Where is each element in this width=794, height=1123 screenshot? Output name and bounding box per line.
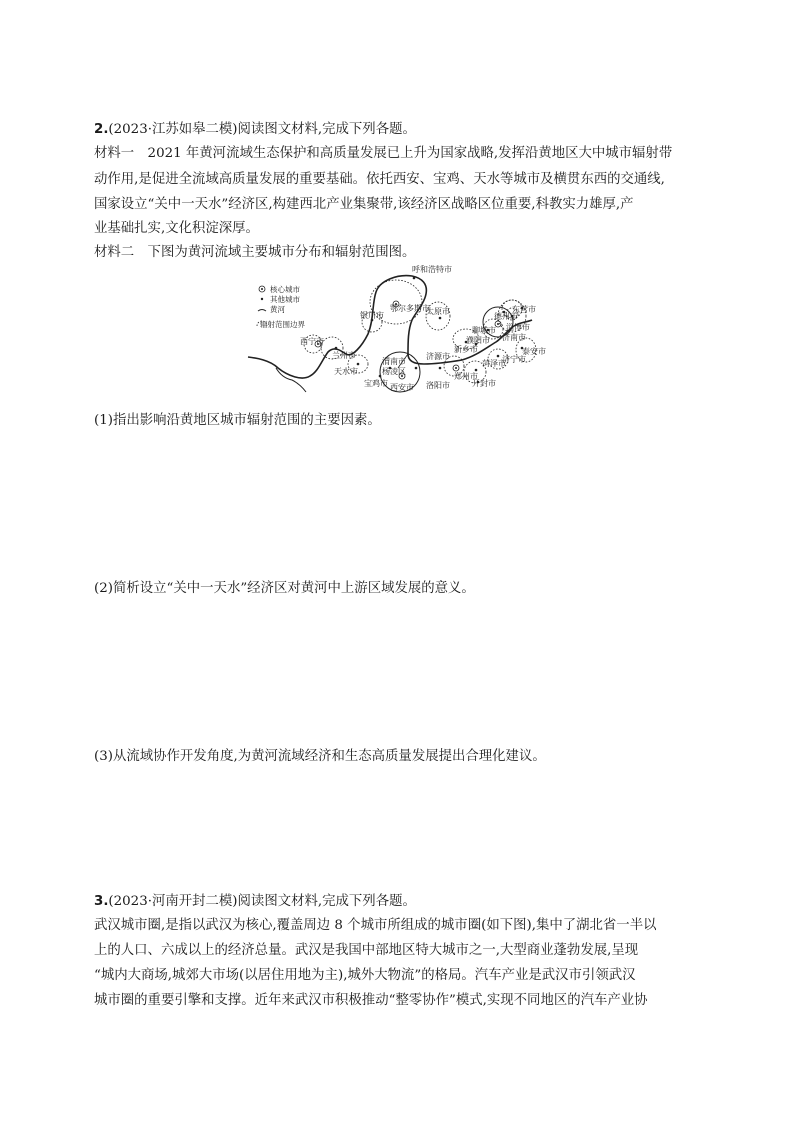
q2-sub1: (1)指出影响沿黄地区城市辐射范围的主要因素。 [94, 413, 381, 428]
city-label: 西安市 [390, 383, 414, 392]
q3-line2: 上的人口、六成以上的经济总量。武汉是我国中部地区特大城市之一,大型商业蓬勃发展,呈现 [94, 943, 639, 958]
city-label: 济南市 [502, 333, 526, 342]
city-label: 泰安市 [522, 347, 546, 356]
legend-core-city: 核心城市 [270, 285, 300, 294]
city-label: 济宁市 [502, 355, 526, 364]
city-label: 兰州市 [332, 351, 356, 360]
city-label: 杨凌区 [382, 367, 406, 376]
city-label: 菏泽市 [482, 359, 506, 368]
q2-material2: 材料二 下图为黄河流域主要城市分布和辐射范围图。 [94, 245, 416, 260]
q3-number: 3. [94, 894, 109, 909]
q2-source: (2023·江苏如皋二模)阅读图文材料,完成下列各题。 [108, 122, 416, 137]
legend-boundary: 辐射范围边界 [260, 320, 305, 329]
legend-other-city-icon [261, 298, 263, 300]
q2-sub2: (2)简析设立“关中一天水”经济区对黄河中上游区域发展的意义。 [94, 581, 475, 596]
q2-number: 2. [94, 122, 109, 137]
city-label: 新乡市 [454, 345, 478, 354]
city-label: 宝鸡市 [364, 379, 388, 388]
q3-source: (2023·河南开封二模)阅读图文材料,完成下列各题。 [108, 894, 416, 909]
city-label: 德州市 [494, 312, 518, 321]
legend-river: 黄河 [270, 305, 285, 314]
legend-river-icon [258, 310, 266, 312]
yellow-river-city-map [240, 264, 555, 409]
q3-header [94, 893, 416, 911]
city-label: 天水市 [334, 367, 358, 376]
core-city-icon [453, 365, 459, 371]
city-label: 开封市 [472, 379, 496, 388]
city-label: 渭南市 [382, 357, 406, 366]
city-label: 西宁市 [300, 337, 324, 346]
q2-material1-line1: 材料一 2021 年黄河流域生态保护和高质量发展已上升为国家战略,发挥沿黄地区大中城市辐射带 [94, 146, 673, 161]
q2-material1-line4: 业基础扎实,文化积淀深厚。 [94, 221, 259, 236]
q2-material1-line2: 动作用,是促进全流域高质量发展的重要基础。依托西安、宝鸡、天水等城市及横贯东西的交通线, [94, 172, 665, 187]
city-label: 淄博市 [506, 323, 530, 332]
q2-material1-line3: 国家设立“关中一天水”经济区,构建西北产业集聚带,该经济区战略区位重要,科教实力雄厚,产 [94, 197, 634, 212]
city-label: 银川市 [360, 311, 384, 320]
city-label: 呼和浩特市 [412, 265, 452, 274]
q3-line1: 武汉城市圈,是指以武汉为核心,覆盖周边 8 个城市所组成的城市圈(如下图),集中了湖北省一半以 [94, 918, 657, 933]
city-label: 济源市 [426, 352, 450, 361]
q2-header [94, 121, 416, 139]
city-label: 太原市 [426, 307, 450, 316]
city-label: 洛阳市 [426, 381, 450, 390]
q2-sub3: (3)从流域协作开发角度,为黄河流域经济和生态高质量发展提出合理化建议。 [94, 749, 546, 764]
river-tributary-lower [276, 368, 306, 392]
city-label: 鄂尔多斯市 [390, 304, 430, 313]
city-label: 东营市 [512, 305, 536, 314]
legend-other-city: 其他城市 [270, 295, 300, 304]
city-label: 郑州市 [454, 372, 478, 381]
q3-line3: “城内大商场,城郊大市场(以居住用地为主),城外大物流”的格局。汽车产业是武汉市引领武汉 [94, 968, 636, 983]
city-label: 濮阳市 [466, 336, 490, 345]
map-legend [257, 284, 305, 329]
q3-line4: 城市圈的重要引擎和支撑。近年来武汉市积极推动“整零协作”模式,实现不同地区的汽车产业协 [94, 993, 648, 1008]
city-label: 聊城市 [472, 326, 496, 335]
